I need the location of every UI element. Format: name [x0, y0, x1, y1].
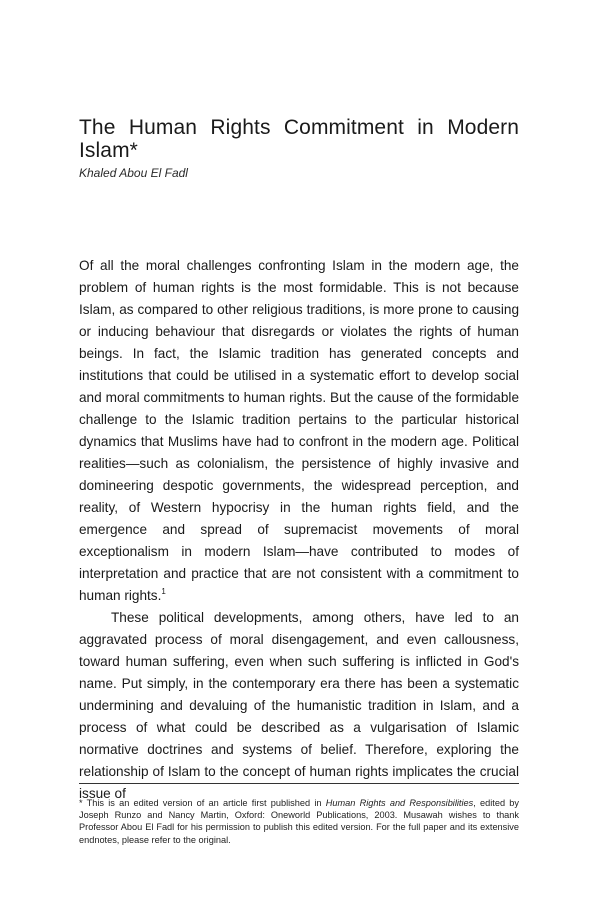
footnote-reference: 1	[161, 587, 166, 596]
article-title: The Human Rights Commitment in Modern Islam*	[79, 116, 519, 162]
article-body	[79, 255, 519, 805]
footnote-divider	[79, 783, 519, 784]
body-paragraph-1	[79, 255, 519, 607]
footnote-text-start: * This is an edited version of an article first published in	[79, 798, 326, 808]
footnote-book-title: Human Rights and Responsibilities	[325, 798, 474, 808]
paragraph-1-text: Of all the moral challenges confronting Islam in the modern age, the problem of human rights is the most formidable. This is not because Islam, as compared to other religious traditions, is more prone to causing or inducing behaviour that disregards or violates the rights of human beings. In fact, the Islamic tradition has generated concepts and institutions that could be utilised in a systematic effort to develop social and moral commitments to human rights. But the cause of the formidable challenge to the Islamic tradition pertains to the particular historical dynamics that Muslims have had to confront in the modern age. Political realities—such as colonialism, the persistence of highly invasive and domineering despotic governments, the widespread perception, and reality, of Western hypocrisy in the human rights field, and the emergence and spread of supremacist movements of moral exceptionalism in modern Islam—have contributed to modes of interpretation and practice that are not consistent with a commitment to human rights.	[79, 258, 519, 603]
footnote-text-end: , edited by Joseph Runzo and Nancy Martin, Oxford: Oneworld Publications, 2003. Musawah wishes to thank Professor Abou El Fadl for his permission to publish this edited version. For the full paper and its extensive endnotes, please refer to the original.	[79, 798, 519, 845]
document-page	[79, 0, 519, 898]
body-paragraph-2: These political developments, among others, have led to an aggravated process of moral disengagement, and even callousness, toward human suffering, even when such suffering is inflicted in God's name. Put simply, in the contemporary era there has been a systematic undermining and devaluing of the humanistic tradition in Islam, and a process of what could be described as a vulgarisation of Islamic normative doctrines and systems of belief. Therefore, exploring the relationship of Islam to the concept of human rights implicates the crucial issue of	[79, 610, 519, 801]
footnote	[79, 797, 519, 846]
author-name: Khaled Abou El Fadl	[79, 166, 188, 180]
